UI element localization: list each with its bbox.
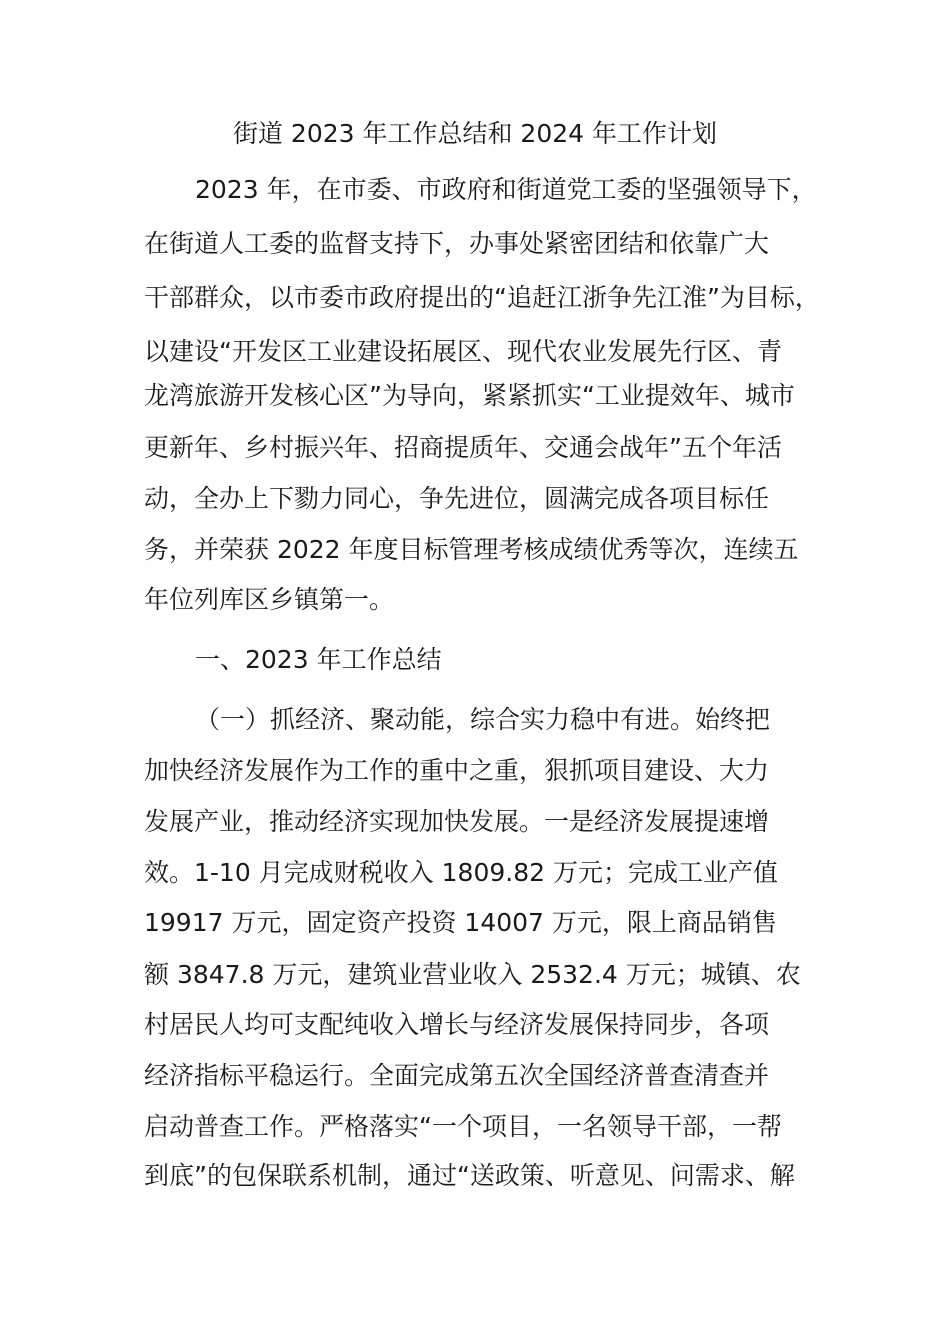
paragraph-1-line-1: 2023 年，在市委、市政府和街道党工委的坚强领导下，	[195, 175, 817, 204]
paragraph-3-line-5: 19917 万元，固定资产投资 14007 万元，限上商品销售	[144, 908, 777, 937]
paragraph-3-line-9: 启动普查工作。严格落实“一个项目，一名领导干部，一帮	[144, 1112, 782, 1141]
paragraph-3-line-8: 经济指标平稳运行。全面完成第五次全国经济普查清查并	[144, 1061, 770, 1090]
paragraph-3-line-6: 额 3847.8 万元，建筑业营业收入 2532.4 万元；城镇、农	[144, 960, 801, 989]
section-heading: 一、2023 年工作总结	[195, 645, 442, 674]
paragraph-3-line-2: 加快经济发展作为工作的重中之重，狠抓项目建设、大力	[144, 756, 770, 785]
paragraph-3-line-7: 村居民人均可支配纯收入增长与经济发展保持同步，各项	[144, 1010, 770, 1039]
document-title: 街道 2023 年工作总结和 2024 年工作计划	[232, 119, 718, 148]
paragraph-1-line-7: 动，全办上下勠力同心，争先进位，圆满完成各项目标任	[144, 484, 770, 513]
paragraph-1-line-9: 年位列库区乡镇第一。	[144, 585, 395, 614]
paragraph-1-line-6: 更新年、乡村振兴年、招商提质年、交通会战年”五个年活	[144, 433, 782, 462]
paragraph-3-line-4: 效。1-10 月完成财税收入 1809.82 万元；完成工业产值	[144, 858, 778, 887]
paragraph-1-line-8: 务，并荣获 2022 年度目标管理考核成绩优秀等次，连续五	[144, 535, 799, 564]
paragraph-1-line-5: 龙湾旅游开发核心区”为导向，紧紧抓实“工业提效年、城市	[144, 381, 795, 410]
paragraph-1-line-3: 干部群众，以市委市政府提出的“追赶江浙争先江淮”为目标，	[144, 283, 820, 312]
paragraph-3-line-1: （一）抓经济、聚动能，综合实力稳中有进。始终把	[195, 705, 771, 734]
paragraph-3-line-3: 发展产业，推动经济实现加快发展。一是经济发展提速增	[144, 807, 770, 836]
paragraph-3-line-10: 到底”的包保联系机制，通过“送政策、听意见、问需求、解	[144, 1161, 795, 1190]
paragraph-1-line-4: 以建设“开发区工业建设拓展区、现代农业发展先行区、青	[144, 337, 782, 366]
paragraph-1-line-2: 在街道人工委的监督支持下，办事处紧密团结和依靠广大	[144, 229, 770, 258]
